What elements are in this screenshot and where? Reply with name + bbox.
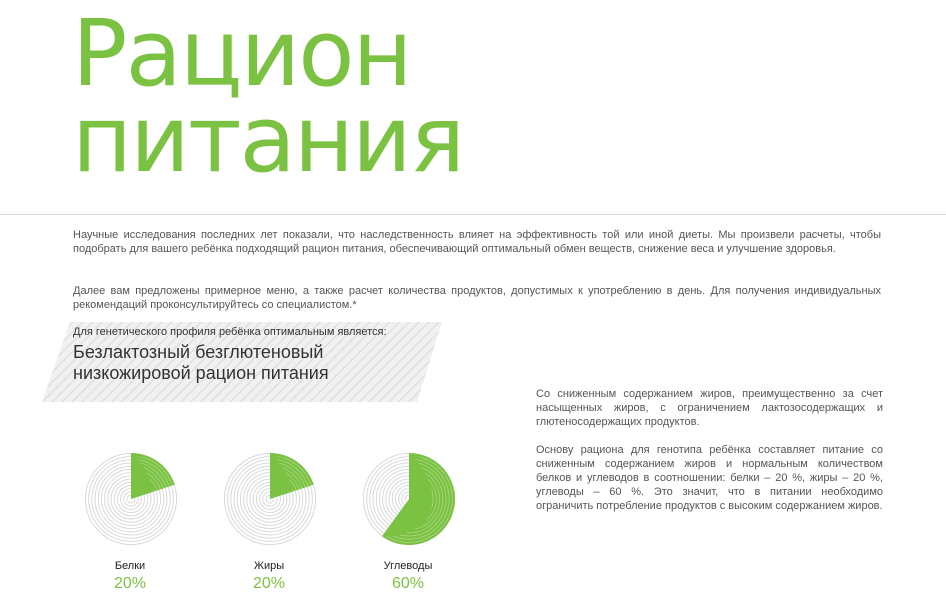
pie-label-proteins: Белки	[114, 560, 146, 572]
pie-chart-carbs	[362, 452, 456, 546]
intro-paragraph-1: Научные исследования последних лет показали, что наследственность влияет на эффективность той или иной диеты. Мы произвели расчеты, чтобы подобрать для вашего ребёнка подходящий рацион питания, обеспечивающий оптимальный обмен веществ, снижение веса и улучшение здоровья.	[73, 229, 881, 255]
profile-label: Для генетического профиля ребёнка оптимальным является:	[73, 326, 387, 338]
diet-name: Безлактозный безглютеновый низкожировой рацион питания	[73, 342, 329, 383]
diet-description-2: Основу рациона для генотипа ребёнка составляет питание со сниженным содержанием жиров и нормальным количеством белков и углеводов в соотношении: белки – 20 %, жиры – 20 %, углеводы – 60 %. Это значит, что в питании необходимо ограничить потребление продуктов с высоким содержанием жиров.	[536, 444, 883, 512]
divider	[0, 214, 946, 215]
pie-chart-proteins	[84, 452, 178, 546]
intro-paragraph-2: Далее вам предложены примерное меню, а также расчет количества продуктов, допустимых к употреблению в день. Для получения индивидуальных рекомендаций проконсультируйтесь со специалистом.*	[73, 285, 881, 311]
pie-value-fats: 20%	[252, 575, 286, 592]
pie-value-proteins: 20%	[113, 575, 147, 592]
pie-chart-fats	[223, 452, 317, 546]
page-title-line-2: питания	[72, 86, 464, 193]
diet-description-1: Со сниженным содержанием жиров, преимущественно за счет насыщенных жиров, с ограничением лактозосодержащих и глютеносодержащих продуктов.	[536, 388, 883, 428]
page-title-line-1: Рацион	[72, 0, 411, 107]
pie-value-carbs: 60%	[391, 575, 425, 592]
pie-label-fats: Жиры	[253, 560, 285, 572]
pie-label-carbs: Углеводы	[383, 560, 433, 572]
